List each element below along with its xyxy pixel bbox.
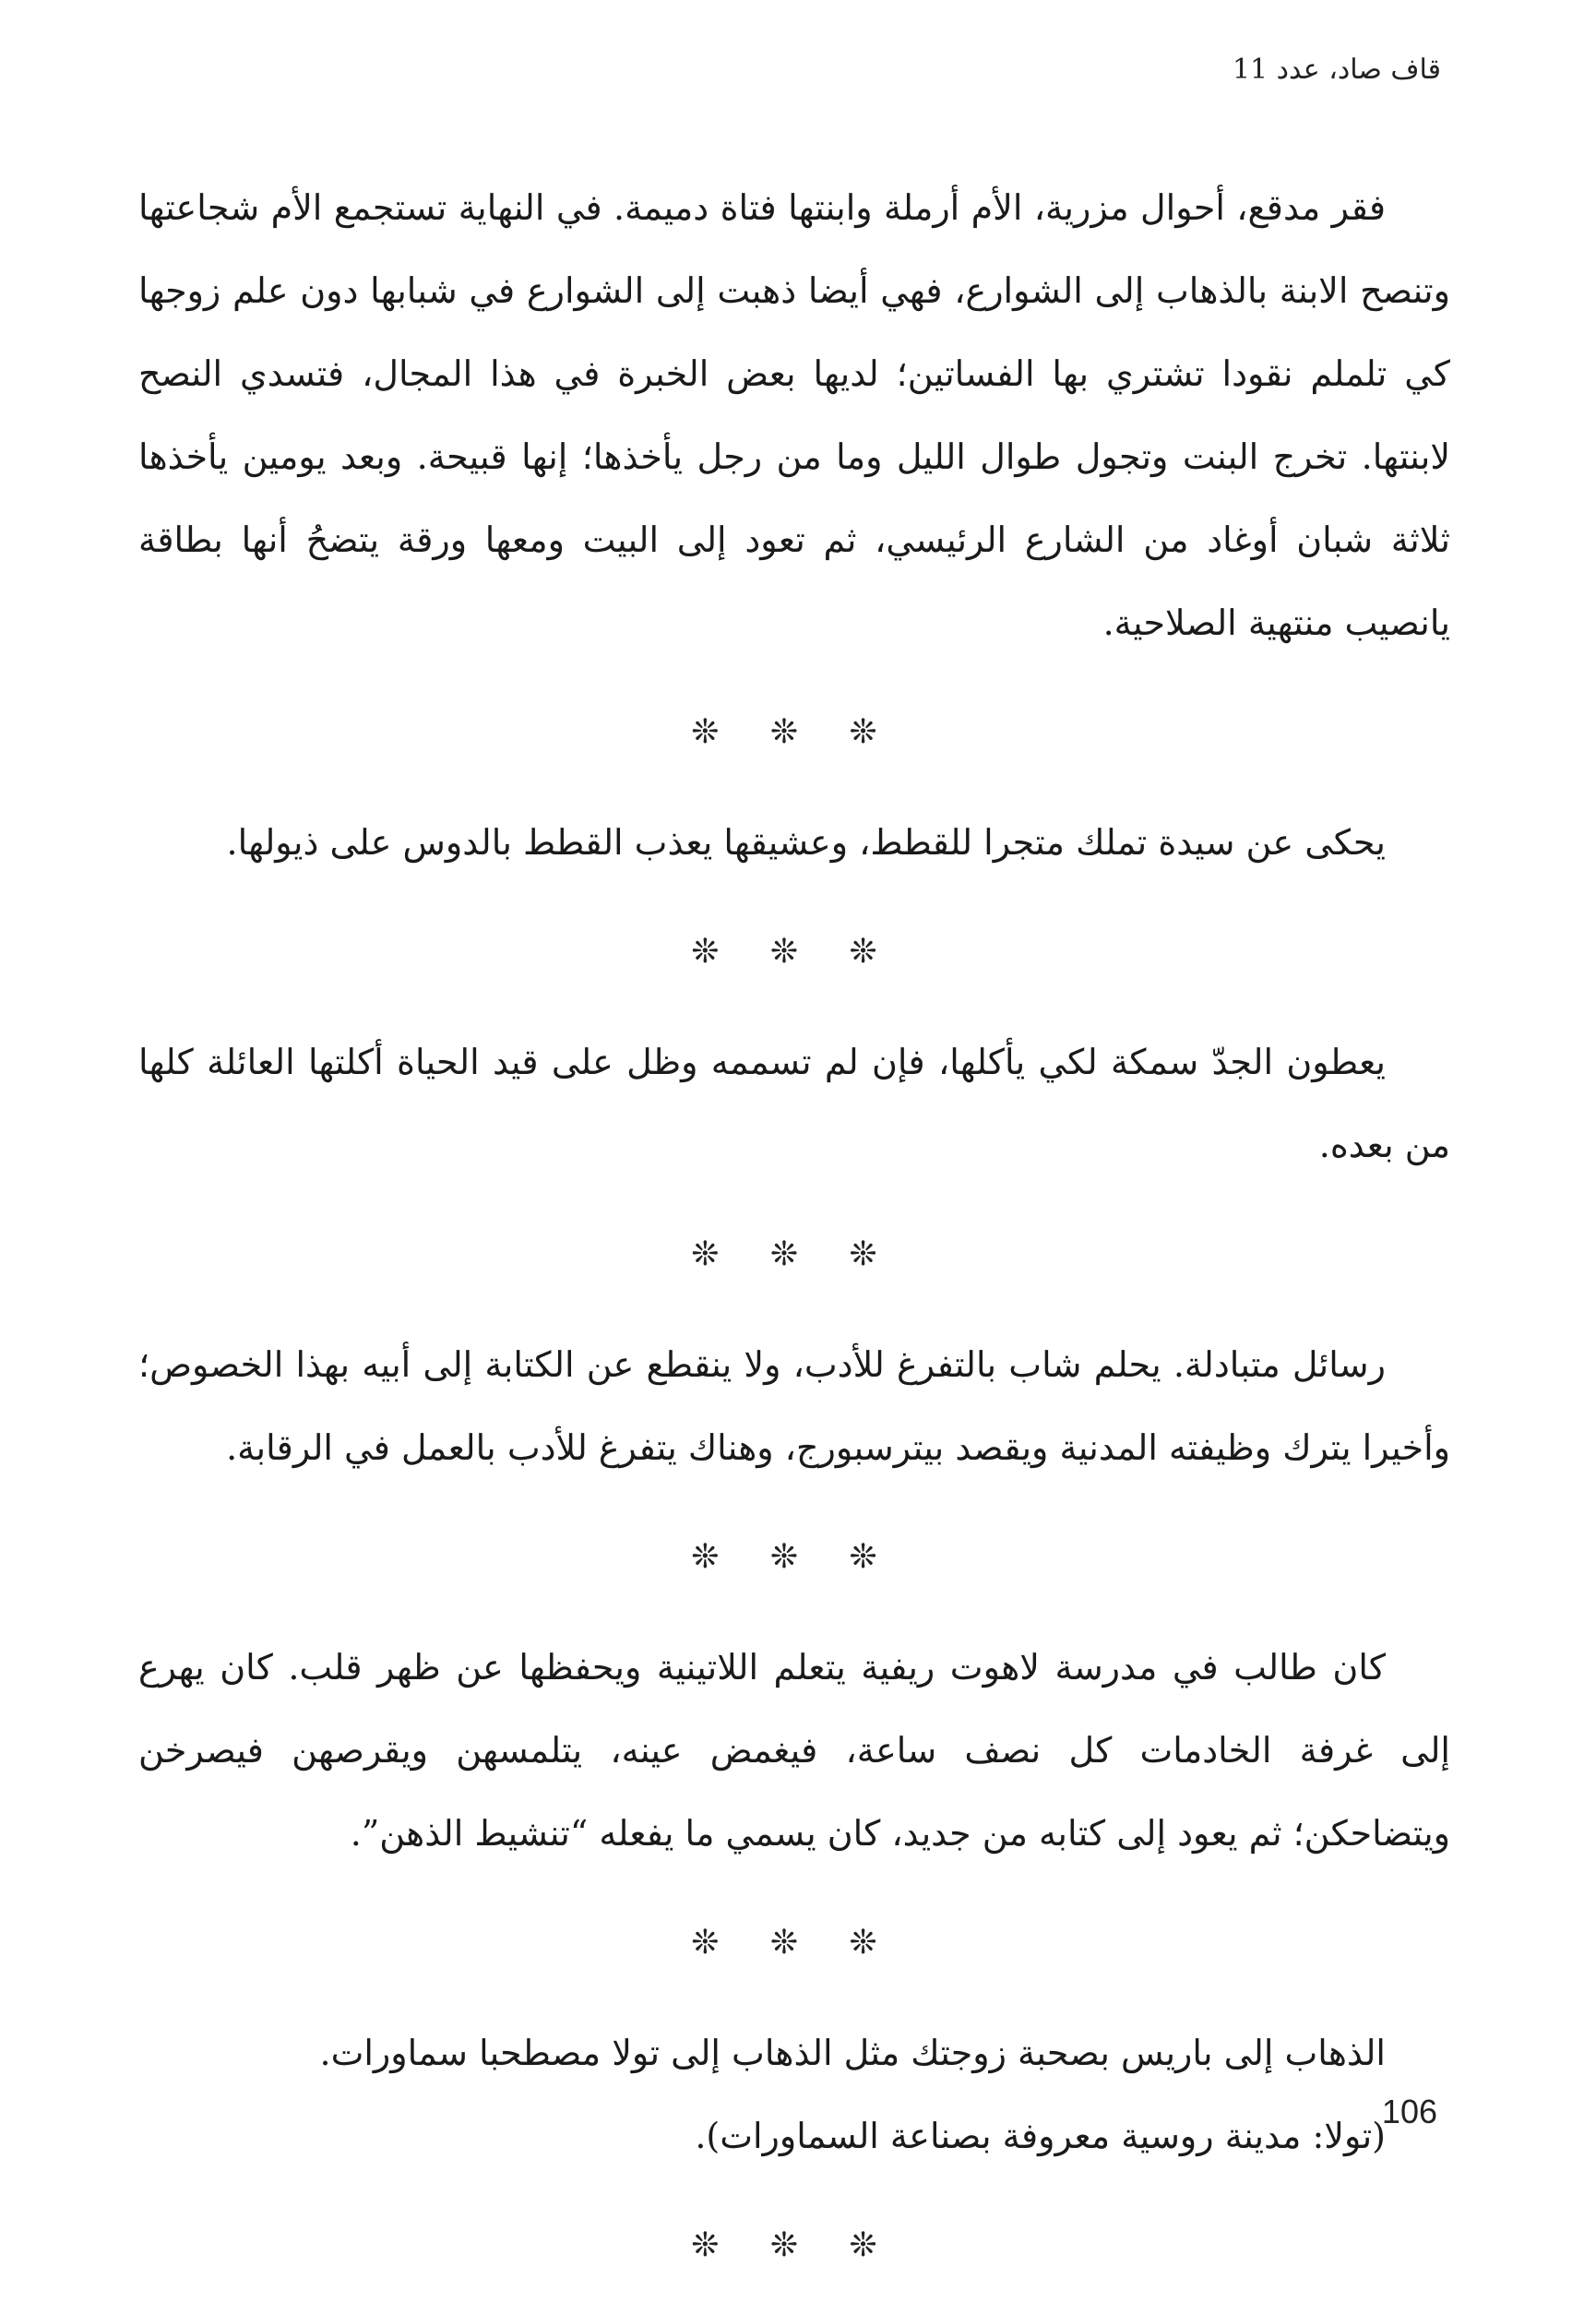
paragraph-cat-shop bbox=[138, 801, 1450, 884]
paragraph-poor-mother-daughter bbox=[138, 166, 1450, 664]
paragraph-text: الذهاب إلى باريس بصحبة زوجتك مثل الذهاب إلى تولا مصطحبا سماورات. bbox=[319, 2033, 1386, 2073]
text-block bbox=[138, 166, 1450, 2314]
paragraph-grandfather-fish bbox=[138, 1020, 1450, 1187]
paragraph-seminary-student bbox=[138, 1626, 1450, 1875]
paragraph-text: رسائل متبادلة. يحلم شاب بالتفرغ للأدب، ولا ينقطع عن الكتابة إلى أبيه بهذا الخصوص؛ وأخيرا يترك وظيفته المدنية ويقصد بيترسبورج، وهناك يتفرغ للأدب بالعمل في الرقابة. bbox=[138, 1344, 1450, 1468]
paragraph-text: يعطون الجدّ سمكة لكي يأكلها، فإن لم تسممه وظل على قيد الحياة أكلتها العائلة كلها من بعده. bbox=[138, 1042, 1450, 1165]
paragraph-note: (تولا: مدينة روسية معروفة بصناعة السماورات). bbox=[695, 2116, 1386, 2156]
section-separator: ❊ ❊ ❊ bbox=[691, 2226, 898, 2264]
section-separator: ❊ ❊ ❊ bbox=[691, 1924, 898, 1962]
page-number: 106 bbox=[1381, 2093, 1437, 2130]
section-separator: ❊ ❊ ❊ bbox=[691, 713, 898, 751]
section-separator: ❊ ❊ ❊ bbox=[691, 1538, 898, 1576]
paragraph-text: كان طالب في مدرسة لاهوت ريفية يتعلم اللاتينية ويحفظها عن ظهر قلب. كان يهرع إلى غرفة الخادمات كل نصف ساعة، فيغمض عينه، يتلمسهن ويقرصهن فيصرخن ويتضاحكن؛ ثم يعود إلى كتابه من جديد، كان يسمي ما يفعله “تنشيط الذهن”. bbox=[138, 1647, 1450, 1854]
section-separator: ❊ ❊ ❊ bbox=[691, 933, 898, 971]
section-separator: ❊ ❊ ❊ bbox=[691, 1235, 898, 1273]
paragraph-letters bbox=[138, 1323, 1450, 1489]
paragraph-paris-tula bbox=[138, 2011, 1450, 2177]
paragraph-text: يحكى عن سيدة تملك متجرا للقطط، وعشيقها يعذب القطط بالدوس على ذيولها. bbox=[226, 822, 1386, 863]
running-header: قاف صاد، عدد 11 bbox=[1232, 54, 1441, 86]
paragraph-text: فقر مدقع، أحوال مزرية، الأم أرملة وابنتها فتاة دميمة. في النهاية تستجمع الأم شجاعتها وتنصح الابنة بالذهاب إلى الشوارع، فهي أيضا ذهبت إلى الشوارع في شبابها دون علم زوجها كي تلملم نقودا تشتري بها الفساتين؛ لديها بعض الخبرة في هذا المجال، فتسدي النصح لابنتها. تخرج البنت وتجول طوال الليل وما من رجل يأخذها؛ إنها قبيحة. وبعد يومين يأخذها ثلاثة شبان أوغاد من الشارع الرئيسي، ثم تعود إلى البيت ومعها ورقة يتضحُ أنها بطاقة يانصيب منتهية الصلاحية. bbox=[138, 187, 1450, 643]
